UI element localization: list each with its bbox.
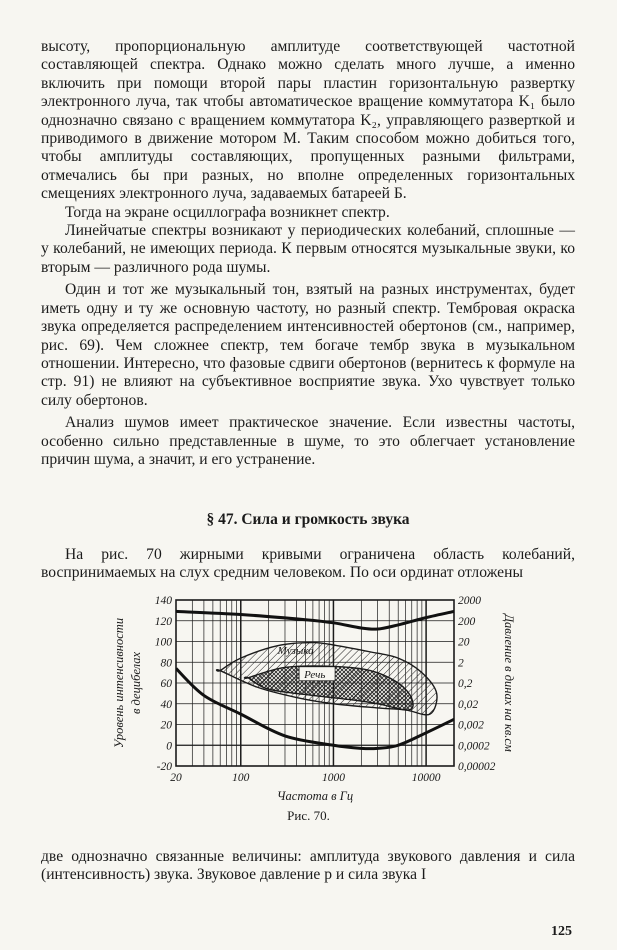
paragraph: Один и тот же музыкальный тон, взятый на разных инструментах, будет иметь одну и ту же основную частоту, но разный спектр. Тембровая окраска звука определяется распределением интенсивностей обертонов (см., например, рис. 69). Чем сложнее спектр, тем богаче тембр звука в музыкальном отношении. Интересно, что фазовые сдвиги обертонов (вернитесь к формуле на стр. 91) не влияют на субъективное восприятие звука. Ухо чувствует только силу обертонов. bbox=[41, 281, 575, 409]
text-top bbox=[41, 38, 575, 469]
y-tick-label: 80 bbox=[160, 657, 172, 670]
y2-tick-label: 0,0002 bbox=[458, 740, 490, 753]
y-tick-label: 140 bbox=[154, 595, 172, 607]
paragraph: Тогда на экране осциллографа возникнет спектр. bbox=[65, 203, 390, 221]
y-axis-title-line2: в децибелах bbox=[129, 652, 143, 714]
y2-axis-title: Давление в динах на кв.см bbox=[502, 614, 516, 752]
y2-tick-label: 0,2 bbox=[458, 678, 473, 690]
page-number: 125 bbox=[551, 924, 572, 939]
y-tick-label: 120 bbox=[154, 615, 172, 628]
region-label-speech: Речь bbox=[304, 668, 326, 681]
paragraph: высоту, пропорциональную амплитуде соответствующей частотной составляющей спектра. Однако можно сделать много лучше, а именно включить при помощи второй пары пластин горизонтальную развертку электронного луча, так чтобы автоматическое вращение коммутатора K₁ было однозначно связано с вращением коммутатора K₂, управляющего разверткой и приводимого в движение мотором M. Таким способом можно добиться того, чтобы амплитуды составляющих, пропущенных разными фильтрами, отмечались бы при разных, но вполне определенных горизонтальных смещениях электронного луча, задаваемых батареей Б. bbox=[41, 38, 575, 203]
y2-tick-label: 2 bbox=[458, 657, 464, 670]
section-heading: § 47. Сила и громкость звука bbox=[206, 511, 410, 528]
y2-tick-label: 0,00002 bbox=[458, 761, 496, 773]
figure-70-chart bbox=[0, 584, 617, 814]
x-tick-label: 1000 bbox=[321, 772, 345, 784]
paragraph: Линейчатые спектры возникают у периодических колебаний, сплошные — у колебаний, не имеющих периода. К первым относятся музыкальные звуки, ко вторым — различного рода шумы. bbox=[41, 222, 575, 276]
text-mid bbox=[41, 546, 575, 583]
x-axis-title: Частота в Гц bbox=[276, 789, 354, 803]
y-tick-label: 0 bbox=[166, 740, 172, 753]
pain-threshold-curve bbox=[176, 611, 454, 629]
y-tick-label: 40 bbox=[160, 698, 172, 711]
y2-tick-label: 20 bbox=[458, 636, 470, 649]
paragraph: Анализ шумов имеет практическое значение. Если известны частоты, особенно сильно представленные в шуме, то это облегчает установление причин шума, а значит, и его устранение. bbox=[41, 414, 575, 468]
x-tick-label: 100 bbox=[232, 772, 250, 784]
x-tick-label: 20 bbox=[170, 772, 182, 784]
y2-tick-label: 0,02 bbox=[458, 698, 479, 711]
y2-tick-label: 0,002 bbox=[458, 719, 484, 732]
y-axis-title-line1: Уровень интенсивности bbox=[112, 617, 126, 749]
y2-tick-label: 2000 bbox=[458, 595, 481, 607]
y-tick-label: -20 bbox=[156, 761, 172, 773]
paragraph: две однозначно связанные величины: амплитуда звукового давления и сила (интенсивность) звука. Звуковое давление p и сила звука I bbox=[41, 848, 575, 884]
x-tick-label: 10000 bbox=[411, 772, 441, 784]
text-bottom bbox=[41, 848, 575, 885]
paragraph: На рис. 70 жирными кривыми ограничена область колебаний, воспринимаемых на слух средним человеком. По оси ординат отложены bbox=[41, 546, 575, 582]
region-label-music: Музыка bbox=[277, 644, 314, 657]
y2-tick-label: 200 bbox=[458, 615, 476, 628]
figure-caption: Рис. 70. bbox=[287, 808, 330, 823]
y-tick-label: 60 bbox=[160, 678, 172, 690]
y-tick-label: 100 bbox=[154, 636, 172, 649]
y-tick-label: 20 bbox=[160, 719, 172, 732]
